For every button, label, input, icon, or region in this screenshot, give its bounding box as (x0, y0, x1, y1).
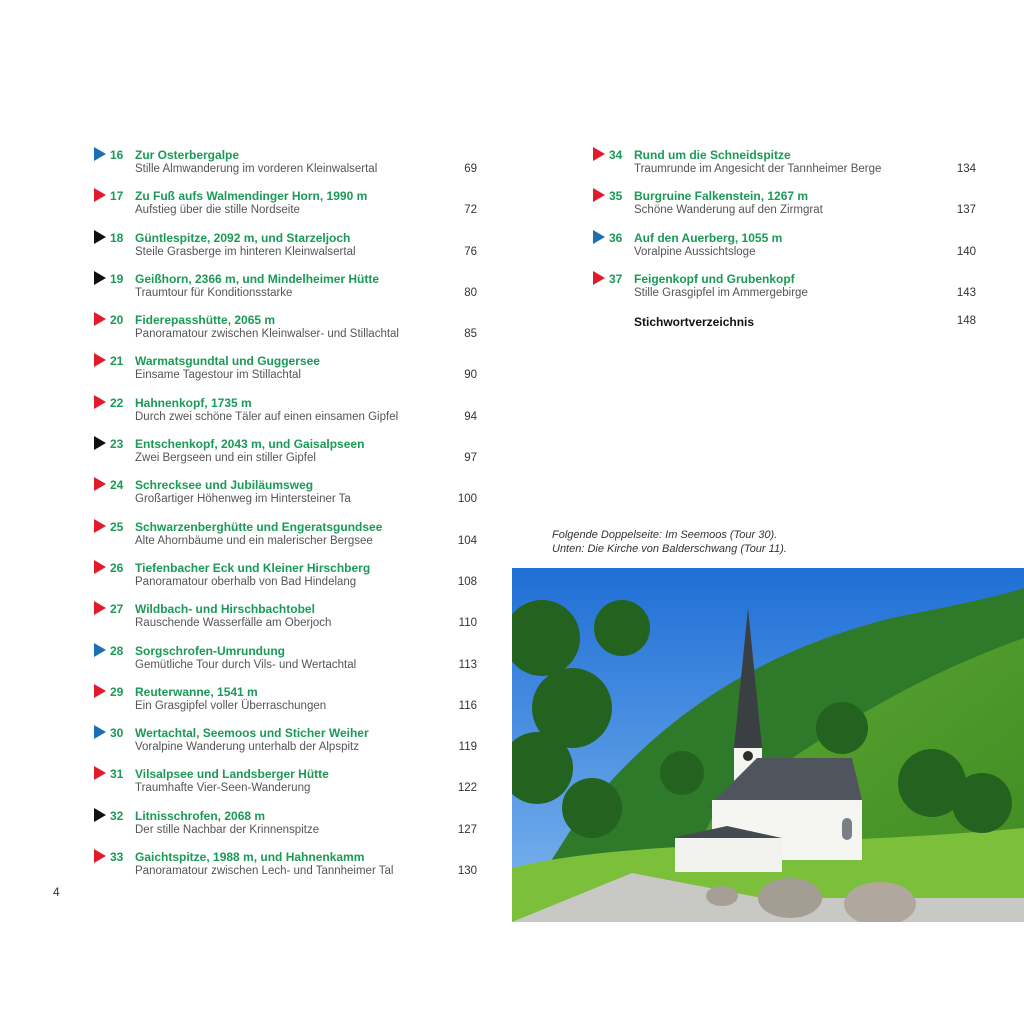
toc-index-entry[interactable] (591, 312, 976, 334)
tour-subtitle: Panoramatour oberhalb von Bad Hindelang (135, 575, 357, 588)
tour-title: Hahnenkopf, 1735 m (135, 395, 252, 410)
toc-entry[interactable] (591, 145, 976, 186)
tour-title: Vilsalpsee und Landsberger Hütte (135, 767, 329, 782)
toc-entry[interactable] (92, 806, 477, 847)
tour-subtitle: Steile Grasberge im hinteren Kleinwalsertal (135, 245, 356, 258)
caption-line-2: Unten: Die Kirche von Balderschwang (Tour 11). (552, 543, 787, 555)
tour-subtitle: Voralpine Wanderung unterhalb der Alpspitz (135, 741, 359, 754)
tour-subtitle: Rauschende Wasserfälle am Oberjoch (135, 617, 332, 630)
tour-page-number: 108 (457, 575, 477, 588)
tour-marker-icon (593, 271, 605, 285)
toc-entry[interactable] (92, 682, 477, 723)
tour-marker-icon (94, 725, 106, 739)
tour-page-number: 116 (458, 699, 477, 712)
tour-page-number: 72 (464, 204, 477, 217)
tour-title: Schrecksee und Jubiläumsweg (135, 478, 314, 493)
tour-number: 22 (110, 395, 124, 410)
photo-caption (552, 528, 787, 556)
tour-title: Wildbach- und Hirschbachtobel (135, 602, 315, 617)
tour-page-number: 90 (464, 369, 477, 382)
tour-page-number: 97 (464, 452, 477, 465)
tour-title: Gaichtspitze, 1988 m, und Hahnenkamm (135, 850, 365, 865)
tour-subtitle: Gemütliche Tour durch Vils- und Wertachtal (135, 658, 357, 671)
toc-entry[interactable] (92, 269, 477, 310)
tour-subtitle: Alte Ahornbäume und ein malerischer Bergsee (135, 534, 373, 547)
tour-title: Sorgschrofen-Umrundung (135, 643, 285, 658)
tour-number: 33 (110, 850, 124, 865)
tour-subtitle: Stille Almwanderung im vorderen Kleinwalsertal (135, 163, 378, 175)
tour-number: 37 (609, 271, 623, 286)
tour-number: 29 (110, 684, 124, 699)
toc-entry[interactable] (92, 847, 477, 888)
toc-entry[interactable] (92, 434, 477, 475)
index-title: Stichwortverzeichnis (634, 315, 755, 330)
tour-subtitle: Stille Grasgipfel im Ammergebirge (634, 286, 808, 299)
tour-subtitle: Panoramatour zwischen Lech- und Tannheimer Tal (135, 865, 394, 878)
tour-page-number: 85 (464, 328, 477, 341)
toc-entry[interactable] (591, 228, 976, 269)
tour-marker-icon (94, 436, 106, 450)
tour-marker-icon (94, 849, 106, 863)
toc-right-column (591, 145, 976, 334)
tour-number: 20 (110, 313, 124, 328)
tour-marker-icon (94, 643, 106, 657)
tour-subtitle: Aufstieg über die stille Nordseite (135, 204, 300, 217)
tour-page-number: 134 (956, 163, 976, 175)
tour-number: 25 (110, 519, 124, 534)
tour-page-number: 113 (458, 658, 477, 671)
tour-number: 23 (110, 437, 124, 452)
tour-page-number: 143 (956, 286, 976, 299)
tour-marker-icon (94, 230, 106, 244)
tour-page-number: 110 (458, 617, 477, 630)
tour-subtitle: Traumrunde im Angesicht der Tannheimer Berge (634, 163, 882, 175)
tour-page-number: 100 (457, 493, 477, 506)
toc-entry[interactable] (92, 145, 477, 186)
tour-page-number: 119 (458, 741, 477, 754)
caption-line-1: Folgende Doppelseite: Im Seemoos (Tour 30). (552, 529, 778, 541)
tour-number: 18 (110, 230, 124, 245)
tour-number: 28 (110, 643, 124, 658)
tour-number: 34 (609, 148, 623, 162)
tour-number: 19 (110, 271, 124, 286)
tour-subtitle: Großartiger Höhenweg im Hintersteiner Ta (135, 493, 351, 506)
toc-entry[interactable] (92, 764, 477, 805)
tour-title: Litnisschrofen, 2068 m (135, 808, 266, 823)
tour-marker-icon (94, 684, 106, 698)
toc-entry[interactable] (92, 310, 477, 351)
tour-page-number: 140 (956, 245, 976, 258)
tour-number: 16 (110, 148, 124, 162)
toc-entry[interactable] (92, 723, 477, 764)
tour-number: 32 (110, 808, 124, 823)
tour-title: Rund um die Schneidspitze (634, 148, 791, 162)
tour-number: 35 (609, 189, 623, 204)
tour-marker-icon (593, 230, 605, 244)
tour-subtitle: Voralpine Aussichtsloge (634, 245, 756, 258)
toc-entry[interactable] (591, 186, 976, 227)
tour-page-number: 137 (956, 204, 976, 217)
tour-title: Entschenkopf, 2043 m, und Gaisalpseen (135, 437, 365, 452)
tour-subtitle: Panoramatour zwischen Kleinwalser- und Stillachtal (135, 328, 399, 341)
toc-entry[interactable] (92, 186, 477, 227)
tour-title: Wertachtal, Seemoos und Sticher Weiher (135, 726, 369, 741)
tour-title: Warmatsgundtal und Guggersee (135, 354, 320, 369)
tour-title: Zur Osterbergalpe (135, 148, 240, 162)
tour-title: Schwarzenberghütte und Engeratsgundsee (135, 519, 383, 534)
tour-marker-icon (94, 601, 106, 615)
tour-marker-icon (94, 560, 106, 574)
tour-title: Zu Fuß aufs Walmendinger Horn, 1990 m (135, 189, 368, 204)
tour-number: 26 (110, 560, 124, 575)
tour-title: Tiefenbacher Eck und Kleiner Hirschberg (135, 560, 371, 575)
church-photo (512, 568, 1024, 922)
tour-marker-icon (593, 188, 605, 202)
toc-entry[interactable] (92, 351, 477, 392)
tour-title: Güntlespitze, 2092 m, und Starzeljoch (135, 230, 351, 245)
toc-entry[interactable] (92, 641, 477, 682)
tour-page-number: 122 (457, 782, 477, 795)
toc-entry[interactable] (92, 393, 477, 434)
tour-page-number: 130 (457, 865, 477, 878)
toc-entry[interactable] (92, 558, 477, 599)
toc-entry[interactable] (591, 269, 976, 310)
toc-entry[interactable] (92, 517, 477, 558)
tour-number: 27 (110, 602, 124, 617)
tour-subtitle: Traumhafte Vier-Seen-Wanderung (135, 782, 311, 795)
tour-marker-icon (94, 271, 106, 285)
tour-number: 31 (110, 767, 124, 782)
tour-subtitle: Traumtour für Konditionsstarke (135, 286, 293, 299)
tour-subtitle: Durch zwei schöne Täler auf einen einsamen Gipfel (135, 410, 399, 423)
tour-page-number: 104 (457, 534, 477, 547)
tour-title: Reuterwanne, 1541 m (135, 684, 258, 699)
toc-left-column (92, 145, 477, 888)
tour-title: Feigenkopf und Grubenkopf (634, 271, 795, 286)
tour-title: Burgruine Falkenstein, 1267 m (634, 189, 809, 204)
tour-page-number: 127 (457, 823, 477, 836)
tour-page-number: 69 (464, 163, 477, 175)
tour-number: 17 (110, 189, 124, 204)
tour-marker-icon (94, 766, 106, 780)
toc-entry[interactable] (92, 599, 477, 640)
tour-page-number: 94 (464, 410, 477, 423)
tour-page-number: 76 (464, 245, 477, 258)
tour-marker-icon (94, 808, 106, 822)
tour-title: Auf den Auerberg, 1055 m (634, 230, 783, 245)
tour-subtitle: Einsame Tagestour im Stillachtal (135, 369, 301, 382)
tour-subtitle: Ein Grasgipfel voller Überraschungen (135, 699, 327, 712)
toc-entry[interactable] (92, 475, 477, 516)
tour-marker-icon (94, 147, 106, 161)
tour-marker-icon (593, 147, 605, 161)
tour-marker-icon (94, 353, 106, 367)
tour-page-number: 80 (464, 286, 477, 299)
page-number: 4 (53, 885, 60, 899)
tour-marker-icon (94, 477, 106, 491)
tour-number: 36 (609, 230, 623, 245)
toc-entry[interactable] (92, 228, 477, 269)
tour-title: Geißhorn, 2366 m, und Mindelheimer Hütte (135, 271, 380, 286)
tour-number: 24 (110, 478, 124, 493)
tour-marker-icon (94, 312, 106, 326)
tour-subtitle: Zwei Bergseen und ein stiller Gipfel (135, 452, 316, 465)
index-page-number: 148 (956, 315, 976, 328)
tour-subtitle: Schöne Wanderung auf den Zirmgrat (634, 204, 823, 217)
tour-marker-icon (94, 519, 106, 533)
tour-marker-icon (94, 395, 106, 409)
tour-title: Fiderepasshütte, 2065 m (135, 313, 276, 328)
tour-subtitle: Der stille Nachbar der Krinnenspitze (135, 823, 320, 836)
tour-marker-icon (94, 188, 106, 202)
tour-number: 30 (110, 726, 124, 741)
tour-number: 21 (110, 354, 124, 369)
